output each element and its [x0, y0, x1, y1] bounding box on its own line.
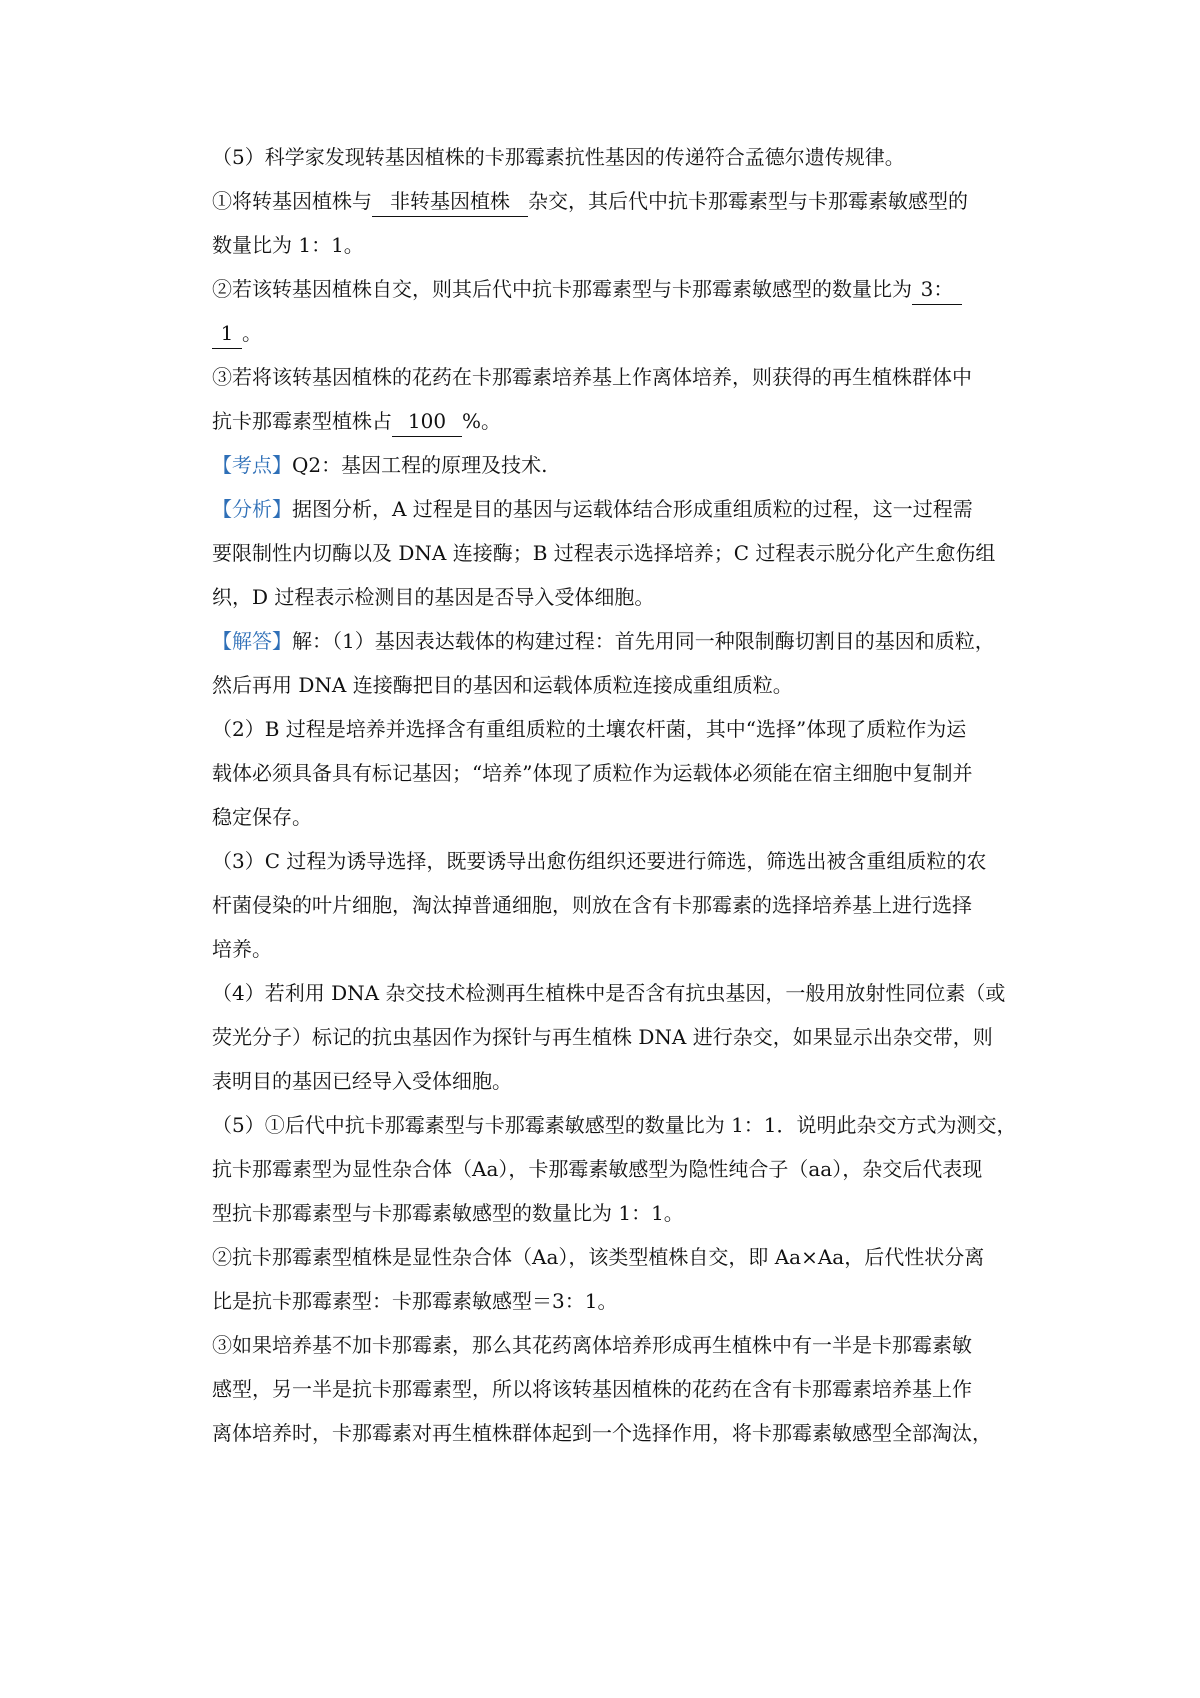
jieda-p3-line-2: 杆菌侵染的叶片细胞，淘汰掉普通细胞，则放在含有卡那霉素的选择培养基上进行选择 — [212, 893, 972, 917]
fenxi-line-1 — [212, 494, 1032, 524]
jieda-p6-line-1: ②抗卡那霉素型植株是显性杂合体（Aa），该类型植株自交，即 Aa×Aa，后代性状分离 — [212, 1245, 985, 1269]
text-segment: ②若该转基因植株自交，则其后代中抗卡那霉素型与卡那霉素敏感型的数量比为 — [212, 277, 912, 301]
jieda-p2-line-1: （2）B 过程是培养并选择含有重组质粒的土壤农杆菌，其中“选择”体现了质粒作为运 — [212, 717, 967, 741]
q5-statement-3: ③若将该转基因植株的花药在卡那霉素培养基上作离体培养，则获得的再生植株群体中 — [212, 365, 972, 389]
answer-blank-2a: 3： — [912, 274, 962, 305]
jieda-p2-line-3: 稳定保存。 — [212, 805, 312, 829]
jieda-p3-line-1: （3）C 过程为诱导选择，既要诱导出愈伤组织还要进行筛选，筛选出被含重组质粒的农 — [212, 849, 987, 873]
jieda-p7-line-3: 离体培养时，卡那霉素对再生植株群体起到一个选择作用，将卡那霉素敏感型全部淘汰， — [212, 1421, 992, 1445]
jieda-p5-line-1: （5）①后代中抗卡那霉素型与卡那霉素敏感型的数量比为 1：1．说明此杂交方式为测交， — [212, 1113, 1017, 1137]
fenxi-text: 据图分析，A 过程是目的基因与运载体结合形成重组质粒的过程，这一过程需 — [292, 497, 973, 521]
jieda-p7-line-1: ③如果培养基不加卡那霉素，那么其花药离体培养形成再生植株中有一半是卡那霉素敏 — [212, 1333, 972, 1357]
kaodian-tag: 【考点】 — [212, 453, 292, 477]
fenxi-line-2: 要限制性内切酶以及 DNA 连接酶；B 过程表示选择培养；C 过程表示脱分化产生愈伤组 — [212, 541, 996, 565]
q5-statement-2-cont — [212, 318, 1032, 349]
jieda-p2-line-2: 载体必须具备具有标记基因；“培养”体现了质粒作为运载体必须能在宿主细胞中复制并 — [212, 761, 973, 785]
fenxi-tag: 【分析】 — [212, 497, 292, 521]
text-segment: 抗卡那霉素型植株占 — [212, 409, 392, 433]
q5-statement-1-cont: 数量比为 1：1。 — [212, 233, 364, 257]
jieda-text: 解：（1）基因表达载体的构建过程：首先用同一种限制酶切割目的基因和质粒， — [292, 629, 995, 653]
jieda-line-2: 然后再用 DNA 连接酶把目的基因和运载体质粒连接成重组质粒。 — [212, 673, 793, 697]
jieda-p3-line-3: 培养。 — [212, 937, 272, 961]
jieda-tag: 【解答】 — [212, 629, 292, 653]
text-segment: ①将转基因植株与 — [212, 189, 372, 213]
q5-intro: （5）科学家发现转基因植株的卡那霉素抗性基因的传递符合孟德尔遗传规律。 — [212, 145, 905, 169]
text-segment: %。 — [462, 409, 502, 433]
text-segment: 杂交，其后代中抗卡那霉素型与卡那霉素敏感型的 — [528, 189, 968, 213]
jieda-p4-line-1: （4）若利用 DNA 杂交技术检测再生植株中是否含有抗虫基因，一般用放射性同位素（或 — [212, 981, 1006, 1005]
jieda-p5-line-2: 抗卡那霉素型为显性杂合体（Aa），卡那霉素敏感型为隐性纯合子（aa），杂交后代表现 — [212, 1157, 983, 1181]
jieda-p6-line-2: 比是抗卡那霉素型：卡那霉素敏感型＝3：1。 — [212, 1289, 618, 1313]
kaodian-line — [212, 450, 1032, 480]
jieda-p7-line-2: 感型，另一半是抗卡那霉素型，所以将该转基因植株的花药在含有卡那霉素培养基上作 — [212, 1377, 972, 1401]
answer-blank-1: 非转基因植株 — [372, 186, 528, 217]
kaodian-text: Q2：基因工程的原理及技术. — [292, 453, 548, 477]
q5-statement-3-cont — [212, 406, 1032, 437]
answer-blank-3: 100 — [392, 406, 462, 437]
text-segment: 。 — [242, 321, 262, 345]
jieda-p5-line-3: 型抗卡那霉素型与卡那霉素敏感型的数量比为 1：1。 — [212, 1201, 684, 1225]
jieda-p4-line-2: 荧光分子）标记的抗虫基因作为探针与再生植株 DNA 进行杂交，如果显示出杂交带，则 — [212, 1025, 993, 1049]
jieda-line-1 — [212, 626, 1032, 656]
answer-blank-2b: 1 — [212, 318, 242, 349]
fenxi-line-3: 织，D 过程表示检测目的基因是否导入受体细胞。 — [212, 585, 655, 609]
q5-statement-1 — [212, 186, 1032, 217]
jieda-p4-line-3: 表明目的基因已经导入受体细胞。 — [212, 1069, 512, 1093]
q5-statement-2 — [212, 274, 1032, 305]
